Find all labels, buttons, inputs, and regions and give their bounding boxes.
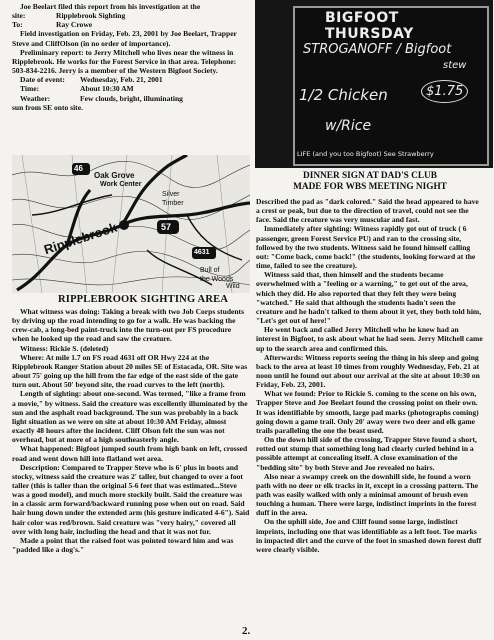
right-paragraph: Described the pad as "dark colored." Said the head appeared to have a crest or peak, but due to the direction of travel, could not see the face. Said the creature was very muscular and fast. (256, 197, 479, 225)
photo-caption-line-2: MADE FOR WBS MEETING NIGHT (293, 181, 447, 192)
right-paragraph: On the down hill side of the crossing, Trapper Steve found a short, rotted out stump that something long had clearly curled behind in a possible attempt at concealing itself. A close examination of the "bedding site" by both Steve and Joe revealed no hairs. (256, 435, 477, 472)
site-line (12, 11, 250, 20)
weather-continued: sun from SE onto site. (12, 102, 83, 112)
date-line (12, 75, 250, 84)
right-paragraph: Afterwards: Witness reports seeing the thing in his sleep and going back to the area at least 10 times from roughly Wednesday, Feb. 21 at noon until he found out about our arrival at the site at about 10:30 on Friday, Feb. 23, 2001. (256, 352, 480, 390)
chalk-line-stew: stew (443, 60, 467, 71)
right-paragraph: Also near a swampy creek on the downhill side, he found a worn path with no deer or elk tracks in it, except in a crossing pattern. The path was easily walked with only a minimal amount of brush even touching a human. There were large, indistinct imprints in the forest duff in the area. (256, 471, 479, 518)
weather-label: Weather: (20, 93, 51, 103)
chalk-line-title: BIGFOOT THURSDAY (325, 10, 414, 42)
right-paragraph: What we found: Prior to Rickie S. coming to the scene on his own, Trapper Steve and Joe Beelart found the crossing point on their own. It was identifiable by smooth, large pad marks (photographs coming) going down a game trail. Only 20' away were two deer and elk game trails paralleling the one the beast used. (256, 389, 479, 435)
chalkboard-photo (255, 0, 493, 168)
left-paragraph: Where: At mile 1.7 on FS road 4631 off OR Hwy 224 at the Ripplebrook Ranger Station about 20 miles SE of Estacada, OR. Site was about 75' going up the hill from the far edge of the east side of the gate turn out. About 50' beyond site, the road curves to the left (north). (12, 352, 248, 390)
map-label-timber: Timber (162, 200, 184, 207)
time-label: Time: (20, 84, 40, 94)
map-label-ripplebrook: Ripplebrook (42, 219, 119, 258)
map-label-the-woods: the Woods (200, 276, 234, 283)
date-value: Wednesday, Feb. 21, 2001 (80, 75, 163, 85)
route-57-number: 57 (161, 222, 172, 232)
left-paragraph: Witness: Rickie S. (deleted) (20, 343, 109, 353)
chalkboard (293, 6, 489, 166)
time-value: About 10:30 AM (80, 84, 134, 94)
to-value: Ray Crowe (56, 20, 93, 30)
left-paragraph: Made a point that the raised foot was pointed toward him and was "padded like a dog's." (12, 535, 234, 555)
right-paragraph: He went back and called Jerry Mitchell who he knew had an interest in Bigfoot, to ask about what he had seen. Jerry Mitchell came up to the search area and confirmed this. (256, 325, 483, 353)
site-value: Ripplebrook Sighting (56, 11, 126, 21)
map-label-wild: Wild (226, 283, 240, 290)
ripplebrook-map (12, 155, 250, 293)
time-line (12, 84, 250, 93)
date-label: Date of event: (20, 75, 65, 85)
map-label-oak-grove: Oak Grove (94, 171, 135, 180)
map-caption: RIPPLEBROOK SIGHTING AREA (58, 294, 229, 305)
chalk-line-chicken: 1/2 Chicken (299, 86, 388, 104)
route-46-number: 46 (74, 164, 83, 173)
map-label-work-center: Work Center (100, 181, 142, 188)
map-label-silver: Silver (162, 191, 180, 198)
weather-line (12, 94, 250, 103)
field-investigation: Field investigation on Friday, Feb. 23, 2001 by Joe Beelart, Trapper Steve and CliffOlson (in no order of importance). (12, 29, 237, 48)
left-paragraph: Length of sighting: about one-second. Was termed, "like a frame from a movie," by witness. Said the creature was excellently illuminated by the sun and the asphalt road background. The sun was probably in a back light situation as we were on site at about 10:30 AM Friday, almost exactly 48 hours after the incident. Cliff Olson felt the sun was not overhead, but at more of a high southeasterly angle. (12, 389, 248, 445)
left-paragraph: What happened: Bigfoot jumped south from high bank on left, crossed road and went down hill into flatland wet area. (12, 444, 248, 463)
chalk-line-rice: w/Rice (325, 118, 372, 134)
chalk-line-stroganoff: STROGANOFF / Bigfoot (303, 42, 452, 57)
photo-caption (256, 171, 484, 192)
left-paragraph: Description: Compared to Trapper Steve who is 6' plus in boots and stocky, witness said the creature was 2' taller, but changed to over a foot taller (this is taller than the original 5-6 feet that was estimated...Steve was a good model), and much more stockily built. Said the creature was in a classic arm forward/backward running pose when out on road. Said hair hung down under the extended arm (his gesture indicated 4-6"). Said hair color was red/brown. Said creature was "very hairy," covered all over with long hair, including the head and that it was not fur. (12, 462, 250, 536)
right-body (256, 197, 484, 554)
left-paragraph: What witness was doing: Taking a break with two Job Corps students by driving up the road intending to go for a walk. He was backing the crew-cab, a long-bed paint-truck into the turn-out per FS procedure when he looked up the road and saw the creature. (12, 307, 245, 344)
map-label-bull-of: Bull of (200, 267, 220, 274)
photo-caption-line-1: DINNER SIGN AT DAD'S CLUB (303, 171, 437, 181)
report-intro: Joe Beelart filed this report from his investigation at the (20, 2, 201, 11)
chalk-line-bottom: LIFE (and you too Bigfoot) See Strawberry (297, 150, 434, 158)
weather-value: Few clouds, bright, illuminating (80, 93, 183, 103)
left-body (12, 307, 250, 554)
route-4631-number: 4631 (194, 249, 210, 256)
preliminary-report: Preliminary report: to Jerry Mitchell who lives near the witness in Ripplebrook. He works for the Forest Service in that area. Telephone: 503-834-2216. Jerry is a member of the Western Bigfoot Society. (12, 47, 237, 76)
report-header (12, 2, 250, 112)
to-label: To: (12, 20, 23, 30)
right-paragraph: On the uphill side, Joe and Cliff found some large, indistinct imprints, including one that was identifiable as a left foot. Toe marks in impacted dirt and the curve of the foot in smashed down forest duff were clearly visible. (256, 517, 482, 554)
site-label: site: (12, 11, 26, 21)
right-paragraph: Witness said that, then himself and the students became overwhelmed with a "feeling or a warning," to get out of the area, which they did. He also reported that they felt they were being "watched." He said that although the students hadn't seen the creature and he hadn't talked to them about it yet, they both told him, "Let's get out of here!" (256, 270, 482, 326)
page-number: 2. (242, 625, 251, 637)
right-paragraph: Immediately after sighting: Witness rapidly got out of truck ( 6 passenger, green Forest Service PU) and ran to the crossing site, followed by the two students. Witness said he found himself calling out: "Come back, come back!" (the students, looking forward at the time, failed to see the creature). (256, 224, 476, 271)
chalk-line-price: $1.75 (421, 80, 468, 103)
to-line (12, 20, 250, 29)
